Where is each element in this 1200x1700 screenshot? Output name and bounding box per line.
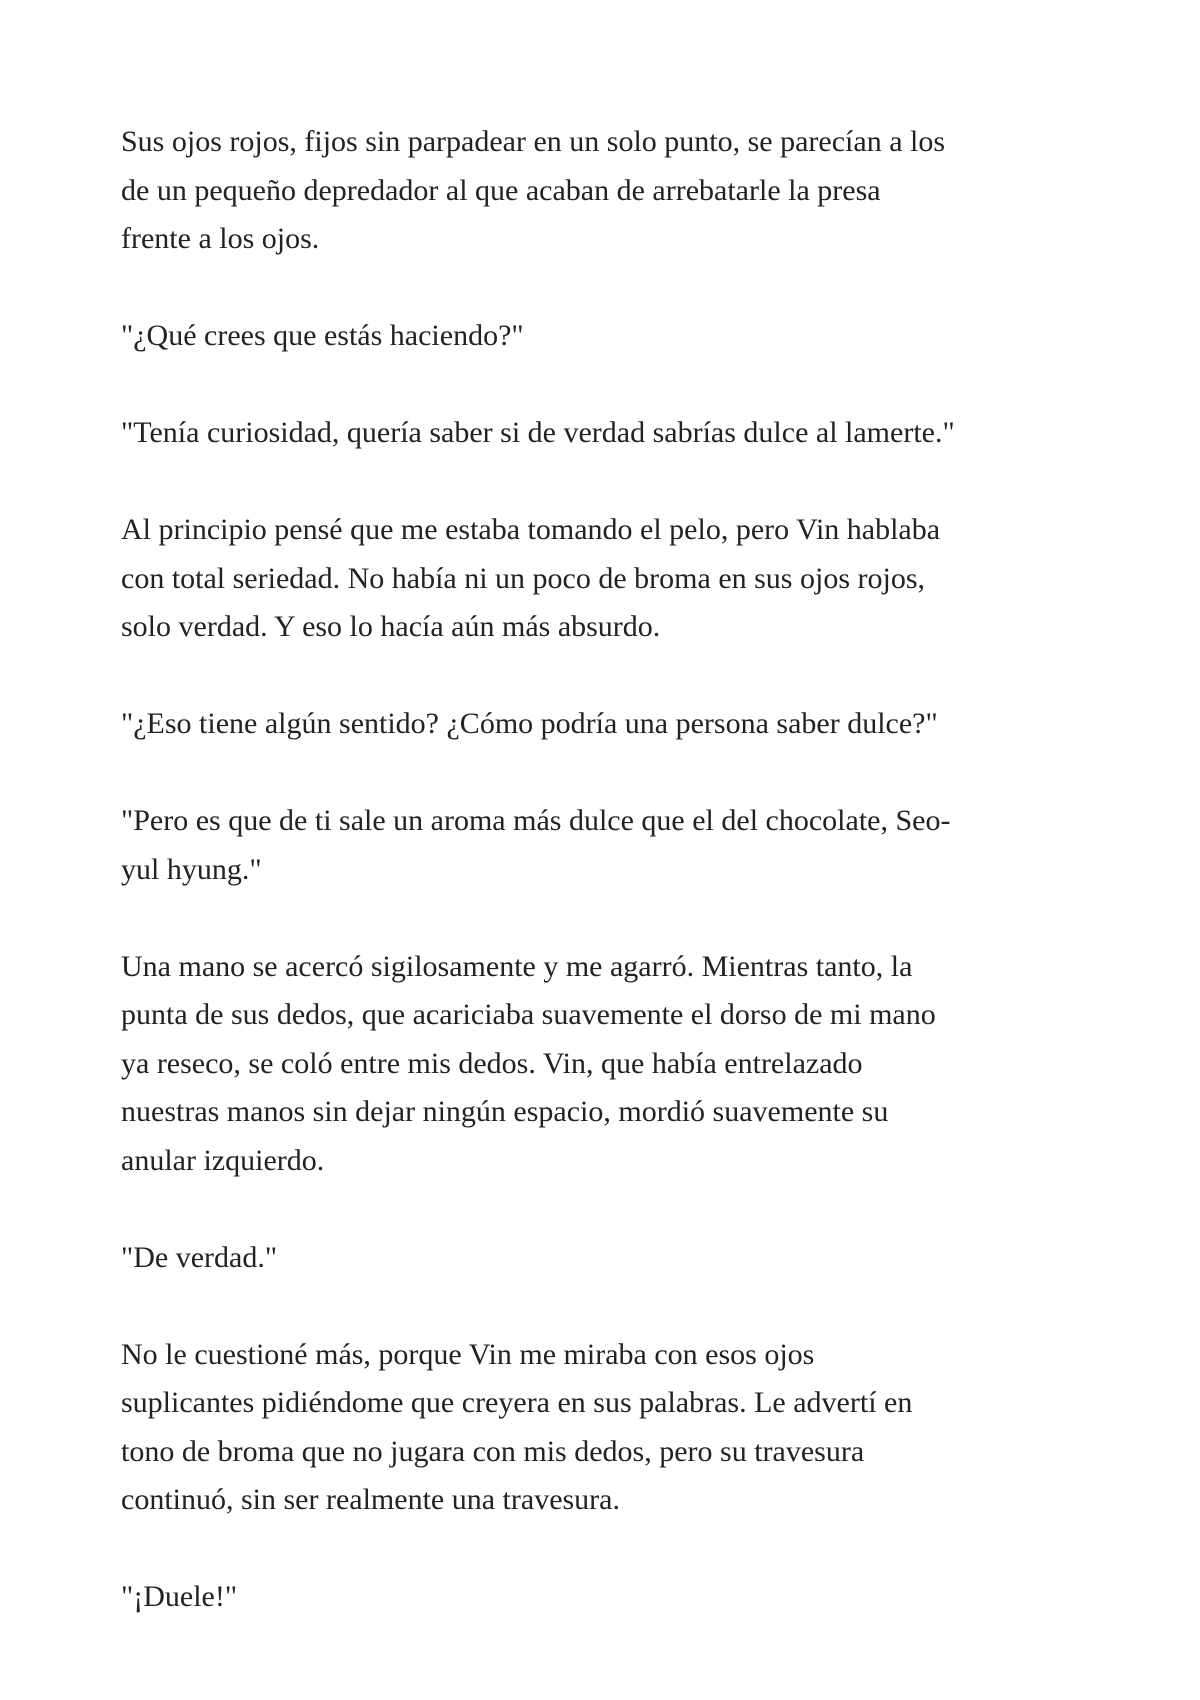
text-line: suplicantes pidiéndome que creyera en sus palabras. Le advertí en (121, 1386, 913, 1419)
text-line: continuó, sin ser realmente una travesura. (121, 1483, 620, 1516)
paragraph (121, 409, 1111, 458)
paragraph (121, 506, 1111, 652)
text-line: de un pequeño depredador al que acaban de arrebatarle la presa (121, 173, 881, 207)
text-line: yul hyung." (121, 852, 262, 886)
text-line: "De verdad." (121, 1240, 278, 1274)
paragraph (121, 1573, 1111, 1622)
paragraph (121, 1234, 1111, 1283)
paragraph (121, 943, 1111, 1186)
document-page (121, 118, 1111, 1670)
text-line: tono de broma que no jugara con mis dedos, pero su travesura (121, 1434, 865, 1468)
paragraph (121, 312, 1111, 361)
text-line: punta de sus dedos, que acariciaba suavemente el dorso de mi mano (121, 998, 936, 1031)
text-line: nuestras manos sin dejar ningún espacio, mordió suavemente su (121, 1095, 889, 1128)
text-line: ya reseco, se coló entre mis dedos. Vin, que había entrelazado (121, 1046, 863, 1080)
text-line: "¿Eso tiene algún sentido? ¿Cómo podría una persona saber dulce?" (121, 707, 938, 740)
text-line: Sus ojos rojos, fijos sin parpadear en un solo punto, se parecían a los (121, 125, 946, 158)
paragraph (121, 1331, 1111, 1525)
text-line: "¿Qué crees que estás haciendo?" (121, 319, 524, 352)
paragraph (121, 118, 1111, 264)
paragraph (121, 700, 1111, 749)
paragraph (121, 797, 1111, 894)
text-line: Al principio pensé que me estaba tomando el pelo, pero Vin hablaba (121, 513, 941, 546)
text-line: solo verdad. Y eso lo hacía aún más absurdo. (121, 610, 661, 643)
text-line: Una mano se acercó sigilosamente y me agarró. Mientras tanto, la (121, 949, 913, 983)
text-line: frente a los ojos. (121, 222, 320, 255)
text-line: "Tenía curiosidad, quería saber si de verdad sabrías dulce al lamerte." (121, 416, 955, 449)
text-line: "Pero es que de ti sale un aroma más dulce que el del chocolate, Seo- (121, 804, 951, 837)
text-line: con total seriedad. No había ni un poco de broma en sus ojos rojos, (121, 561, 925, 595)
text-line: anular izquierdo. (121, 1143, 325, 1177)
text-line: "¡Duele!" (121, 1580, 238, 1613)
text-line: No le cuestioné más, porque Vin me miraba con esos ojos (121, 1337, 815, 1371)
